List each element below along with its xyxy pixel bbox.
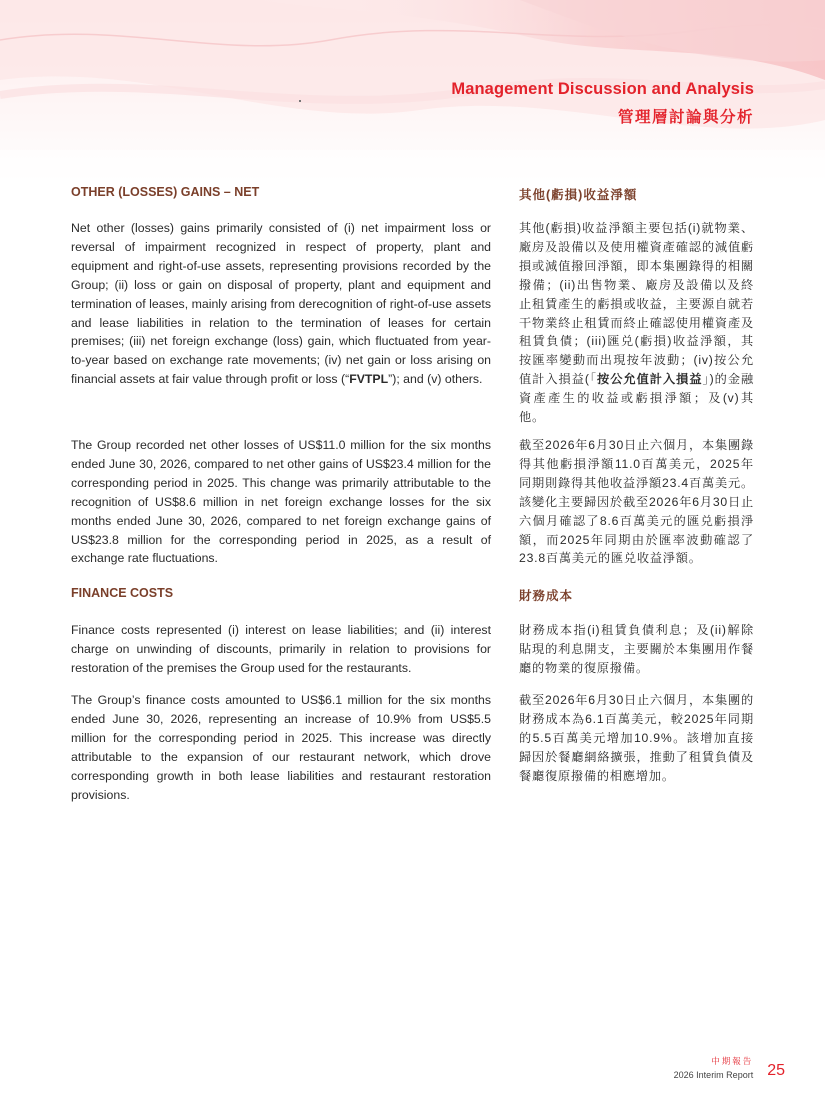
- footer-report-zh: 中期報告: [711, 1056, 754, 1066]
- section-heading-finance-costs-en: FINANCE COSTS: [71, 586, 174, 600]
- section-heading-finance-costs-zh: 財務成本: [519, 589, 574, 603]
- paragraph-finance-costs-results-zh: 截至2026年6月30日止六個月，本集團的財務成本為6.1百萬美元，較2025年同期的5.5百萬美元增加10.9%。該增加直接歸因於餐廳網絡擴張，推動了租賃負債及餐廳復原撥備的相應增加。: [519, 693, 754, 783]
- section-finance-costs-heading-zh-block: [519, 586, 754, 604]
- paragraph-finance-costs-definition-en: Finance costs represented (i) interest on lease liabilities; and (ii) interest charge on unwinding of discounts, primarily in relation to provisions for restoration of the premises the Group used for the restaurants.: [71, 623, 491, 675]
- paragraph-text: ”); and (v) others.: [388, 372, 483, 387]
- section-heading-other-gains-zh: 其他(虧損)收益淨額: [519, 188, 638, 202]
- decorative-dot: [299, 100, 301, 102]
- paragraph-text: 」)的金融資產產生的收益或虧損淨額；及(v)其他。: [519, 372, 754, 425]
- page-footer: [674, 1055, 785, 1080]
- paragraph-text: Net other (losses) gains primarily consisted of (i) net impairment loss or reversal of impairment recognized in respect of property, plant and equipment and right-of-use assets, representing provisions recorded by the Group; (ii) loss or gain on disposal of property, plant and equipment and termination of leases, mainly arising from derecognition of right-of-use assets and lease liabilities in relation to the termination of leases for certain premises; (iii) net foreign exchange (loss) gain, which fluctuated from year-to-year based on exchange rate movements; (iv) net gain or loss arising on financial assets at fair value through profit or loss (“: [71, 221, 491, 387]
- section-heading-other-gains-en: OTHER (LOSSES) GAINS – NET: [71, 185, 260, 199]
- page-number: 25: [767, 1062, 785, 1079]
- footer-report-en: 2026 Interim Report: [673, 1070, 754, 1080]
- footer-report-label: [674, 1055, 754, 1080]
- paragraph-other-gains-results-zh: 截至2026年6月30日止六個月，本集團錄得其他虧損淨額11.0百萬美元，2025年同期則錄得其他收益淨額23.4百萬美元。該變化主要歸因於截至2026年6月30日止六個月確認了8.6百萬美元的匯兑虧損淨額，而2025年同期由於匯率波動確認了23.8百萬美元的匯兑收益淨額。: [519, 438, 754, 566]
- page-title-zh: 管理層討論與分析: [617, 109, 754, 126]
- paragraph-other-gains-composition-zh: [519, 219, 754, 427]
- page-title-en: Management Discussion and Analysis: [451, 80, 754, 98]
- page-header: [451, 80, 754, 127]
- paragraph-other-gains-composition-en: [71, 219, 491, 389]
- section-finance-costs-heading-en-block: [71, 586, 491, 600]
- paragraph-other-gains-results-en: The Group recorded net other losses of US$11.0 million for the six months ended June 30, 2026, compared to net other gains of US$23.4 million for the corresponding period in 2025. This change was primarily attributable to the recognition of US$8.6 million in net foreign exchange losses for the six months ended June 30, 2026, compared to net foreign exchange gains of US$23.8 million for the corresponding period in 2025, as a result of exchange rate fluctuations.: [71, 438, 491, 566]
- paragraph-finance-costs-definition-zh: 財務成本指(i)租賃負債利息；及(ii)解除貼現的利息開支，主要關於本集團用作餐廳的物業的復原撥備。: [519, 623, 754, 675]
- defined-term-fvtpl: FVTPL: [349, 372, 389, 387]
- defined-term-fvtpl-zh: 按公允值計入損益: [597, 372, 703, 387]
- section-other-gains-heading-zh-block: [519, 185, 754, 203]
- paragraph-finance-costs-results-en: The Group’s finance costs amounted to US$6.1 million for the six months ended June 30, 2026, representing an increase of 10.9% from US$5.5 million for the corresponding period in 2025. This increase was directly attributable to the expansion of our restaurant network, which drove corresponding growth in both lease liabilities and restaurant restoration provisions.: [71, 693, 491, 802]
- section-other-gains-heading-en-block: [71, 185, 491, 199]
- paragraph-text: 其他(虧損)收益淨額主要包括(i)就物業、廠房及設備以及使用權資產確認的減值虧損或減值撥回淨額，即本集團錄得的相關撥備；(ii)出售物業、廠房及設備以及終止租賃產生的虧損或收益，主要源自就若干物業終止租賃而終止確認使用權資產及租賃負債；(iii)匯兑(虧損)收益淨額，其按匯率變動而出現按年波動；(iv)按公允值計入損益(「: [519, 221, 754, 387]
